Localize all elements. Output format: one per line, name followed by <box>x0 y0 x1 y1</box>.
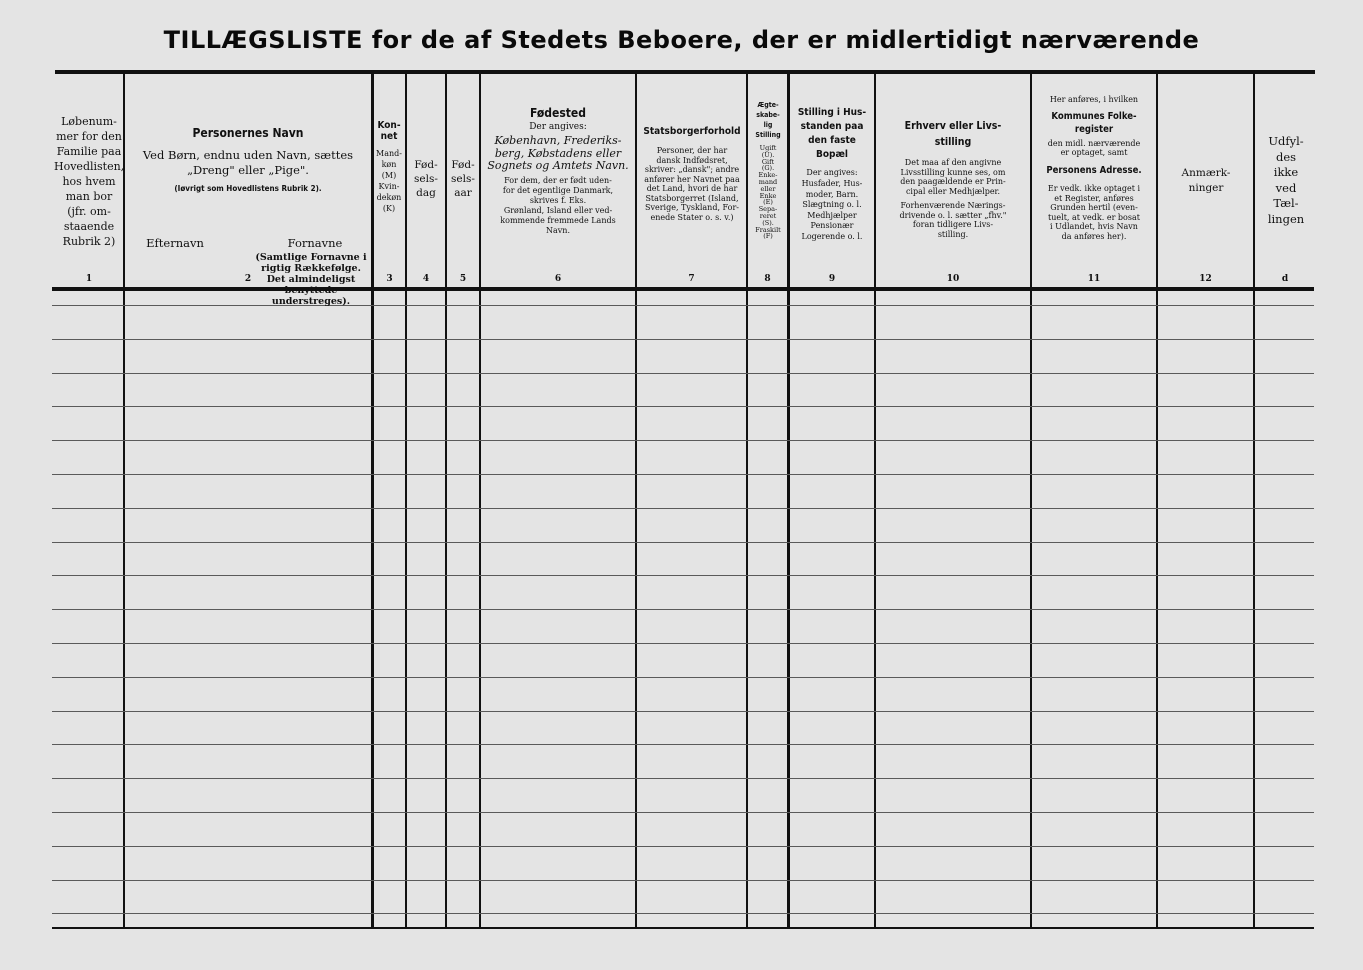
col2-header <box>128 126 368 193</box>
row-line <box>52 542 1314 543</box>
col8-heading: Ægte- skabe- lig Stilling <box>755 101 781 139</box>
col10-text2: Forhenværende Nærings- drivende o. l. sætter „fhv." foran tidligere Livs- stilling. <box>899 201 1007 239</box>
col11-text: Er vedk. ikke optaget i et Register, anføres Grunden hertil (even- tuelt, at vedk. er bosat i Udlandet, hvis Navn da anføres her). <box>1047 184 1141 241</box>
col7-header <box>637 126 747 222</box>
row-line <box>52 913 1314 914</box>
col-number: 11 <box>1087 274 1101 284</box>
row-line <box>52 609 1314 610</box>
col2-fornavne: Fornavne <box>287 236 343 250</box>
row-line <box>52 508 1314 509</box>
row-line <box>52 474 1314 475</box>
column-separator <box>874 74 876 929</box>
column-separator <box>1253 74 1255 929</box>
col2-line2: „Dreng" eller „Pige". <box>187 163 309 177</box>
col3-header <box>373 120 405 214</box>
col6-sub: Der angives: <box>529 122 587 132</box>
col-number: 6 <box>554 274 562 284</box>
col9-text: Husfader, Hus- moder, Barn. Slægtning o. l. Medhjælper Pensionær Logerende o. l. <box>801 179 863 241</box>
col-number: 1 <box>85 274 93 284</box>
col6-text1: København, Frederiks- berg, Købstadens eller Sognets og Amtets Navn. <box>487 134 629 172</box>
col8-header <box>748 100 788 240</box>
col-number: 2 <box>244 274 252 284</box>
col-number: 12 <box>1199 274 1212 284</box>
column-separator <box>1156 74 1158 929</box>
col7-text: Personer, der har dansk Indfødsret, skriver: „dansk"; andre anfører her Navnet paa det Land, hvori de har Statsborgerret (Island, Sverige, Tyskland, For- enede Stater o. s. v.) <box>644 146 740 222</box>
col6-text2: For dem, der er født uden- for det egentlige Danmark, skrives f. Eks. Grønland, Island eller ved- kommende fremmede Lands Navn. <box>500 175 616 235</box>
row-line <box>52 880 1314 881</box>
form-title: TILLÆGSLISTE for de af Stedets Beboere, der er midlertidigt nærværende <box>163 26 1200 54</box>
row-line <box>52 846 1314 847</box>
col3-text: Mand- køn (M) Kvin- dekøn (K) <box>376 149 402 213</box>
col-number: 5 <box>459 274 467 284</box>
col-number: 8 <box>764 274 771 284</box>
col9-heading: Stilling i Hus- standen paa den faste Bopæl <box>797 107 867 160</box>
col-number: 4 <box>422 274 430 284</box>
col11-mid: den midl. nærværende er optaget, samt <box>1047 139 1141 157</box>
col2-heading: Personernes Navn <box>192 126 304 140</box>
column-separator <box>479 74 481 929</box>
row-line <box>52 575 1314 576</box>
col9-sub: Der angives: <box>806 168 858 177</box>
col12-header: Anmærk- ninger <box>1181 167 1231 194</box>
col11-pre: Her anføres, i hvilken <box>1049 95 1139 104</box>
row-line <box>52 339 1314 340</box>
col4-header: Fød- sels- dag <box>414 159 438 199</box>
row-line <box>52 406 1314 407</box>
row-line <box>52 373 1314 374</box>
row-line <box>52 744 1314 745</box>
column-separator <box>445 74 447 929</box>
col-number: 9 <box>828 274 836 284</box>
col1-header: Løbenum- mer for den Familie paa Hovedlisten, hos hvem man bor (jfr. om- staaende Rubrik 2) <box>54 115 125 248</box>
row-line <box>52 643 1314 644</box>
col8-text: Ugift (U). Gift (G). Enke- mand eller Enke (E) Sepa- reret (S). Fraskilt (F) <box>755 144 781 241</box>
col-number: 7 <box>688 274 695 284</box>
header-top-rule <box>55 70 1315 74</box>
col9-header <box>790 106 874 242</box>
col11-heading1: Kommunes Folke- register <box>1051 111 1137 135</box>
col-number: 3 <box>386 274 393 284</box>
col10-heading: Erhverv eller Livs- stilling <box>904 120 1002 148</box>
col2-note: (Iøvrigt som Hovedlistens Rubrik 2). <box>174 184 322 193</box>
row-line <box>52 305 1314 306</box>
row-line <box>52 812 1314 813</box>
row-line <box>52 440 1314 441</box>
col-number: d <box>1281 274 1289 284</box>
col10-header <box>877 118 1029 239</box>
row-line <box>52 778 1314 779</box>
col5-header: Fød- sels- aar <box>451 159 475 199</box>
col6-heading: Fødested <box>529 106 586 120</box>
col11-header <box>1032 95 1156 241</box>
row-line <box>52 677 1314 678</box>
header-bottom-rule <box>52 287 1314 291</box>
col2-fornavne-note: (Samtlige Fornavne i rigtig Rækkefølge. Det almindeligst benyttede understreges). <box>255 252 367 307</box>
table-bottom-rule <box>52 927 1314 929</box>
col3-heading: Kon- net <box>377 120 401 142</box>
cold-header: Udfyl- des ikke ved Tæl- lingen <box>1267 134 1305 226</box>
col6-header <box>482 106 634 236</box>
col2-efternavn: Efternavn <box>146 236 204 250</box>
column-separator <box>405 74 407 929</box>
col10-text1: Det maa af den angivne Livsstilling kunne ses, om den paagældende er Prin- cipal eller Medhjælper. <box>900 158 1006 196</box>
col2-line1: Ved Børn, endnu uden Navn, sættes <box>142 148 354 162</box>
col-number: 10 <box>946 274 960 284</box>
col7-heading: Statsborgerforhold <box>643 126 741 137</box>
col11-heading2: Personens Adresse. <box>1046 165 1142 176</box>
row-line <box>52 711 1314 712</box>
